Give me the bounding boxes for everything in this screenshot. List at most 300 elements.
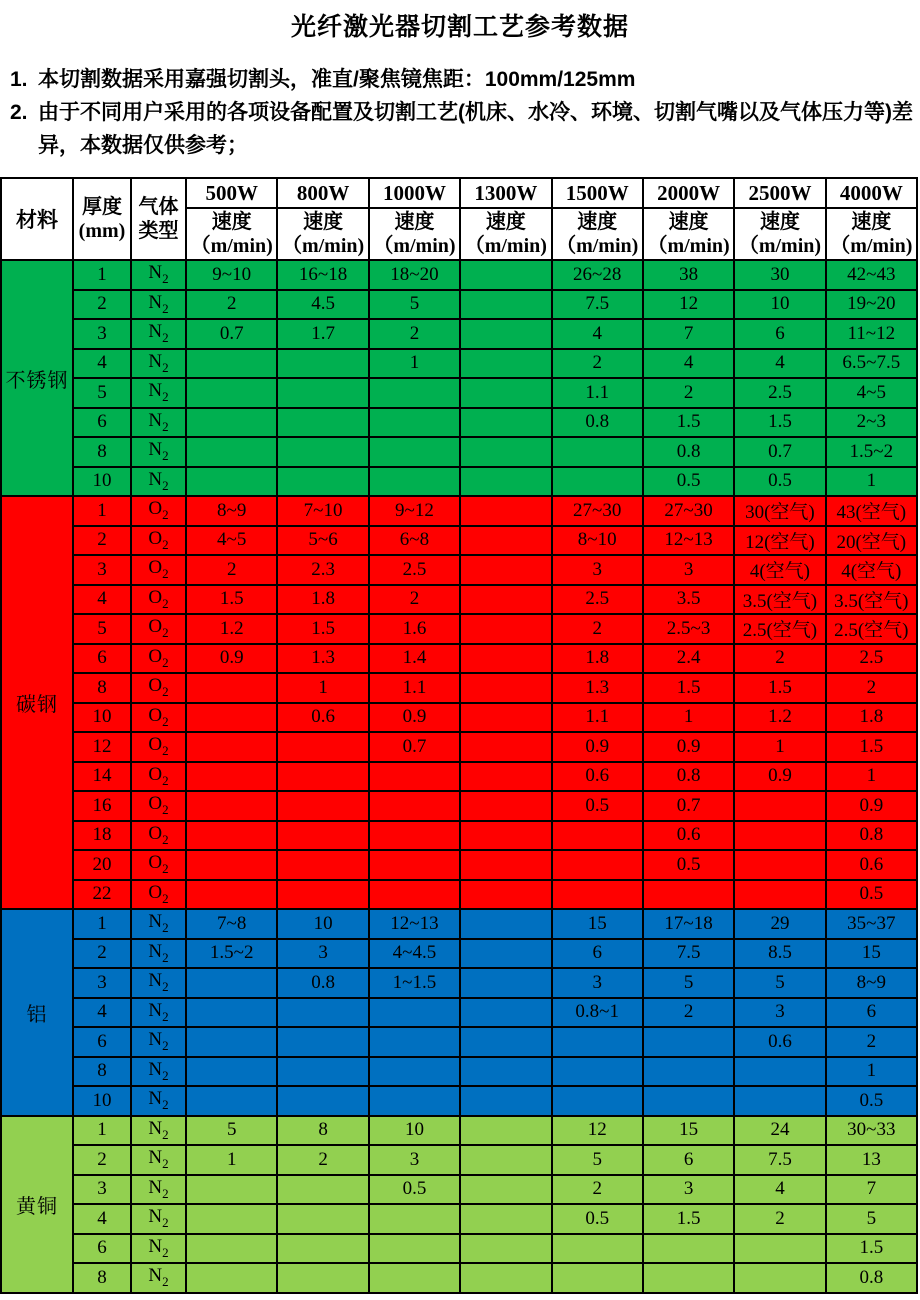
speed-cell	[460, 880, 551, 910]
speed-cell	[369, 437, 460, 467]
speed-cell: 8	[277, 1116, 368, 1146]
speed-cell: 3.5(空气)	[826, 585, 917, 615]
speed-cell	[186, 1204, 277, 1234]
speed-cell: 1.3	[277, 644, 368, 674]
gas-type-cell: $O_2$	[131, 762, 186, 792]
speed-cell: 0.5	[826, 880, 917, 910]
table-row	[1, 349, 917, 379]
material-label: 不锈钢	[1, 260, 73, 496]
speed-label: 速度	[211, 211, 252, 233]
speed-cell: 5~6	[277, 526, 368, 556]
table-row	[1, 1086, 917, 1116]
table-row	[1, 791, 917, 821]
speed-header-1300w	[460, 208, 551, 260]
gas-type-cell: $N_2$	[131, 260, 186, 290]
speed-cell	[277, 437, 368, 467]
gas-type-cell: $N_2$	[131, 1204, 186, 1234]
material-label: 碳钢	[1, 496, 73, 909]
speed-cell: 0.5	[552, 1204, 643, 1234]
speed-cell: 2.5	[734, 378, 825, 408]
table-row	[1, 1234, 917, 1264]
thickness-cell: 2	[73, 526, 131, 556]
speed-cell	[643, 1234, 734, 1264]
speed-cell: 10	[277, 909, 368, 939]
speed-cell	[460, 378, 551, 408]
speed-cell: 3	[734, 998, 825, 1028]
speed-cell: 0.8~1	[552, 998, 643, 1028]
speed-cell: 2.3	[277, 555, 368, 585]
speed-cell: 2	[734, 1204, 825, 1234]
speed-cell: 3.5(空气)	[734, 585, 825, 615]
gas-type-cell: $N_2$	[131, 1263, 186, 1293]
speed-cell	[369, 1057, 460, 1087]
gas-type-cell: $N_2$	[131, 1234, 186, 1264]
speed-cell	[277, 1086, 368, 1116]
speed-cell	[460, 1175, 551, 1205]
speed-cell: 1.5	[643, 1204, 734, 1234]
speed-cell: 0.6	[826, 850, 917, 880]
speed-label: 速度	[851, 211, 892, 233]
gas-type-cell: $N_2$	[131, 1027, 186, 1057]
gas-type-cell: $O_2$	[131, 644, 186, 674]
speed-cell: 38	[643, 260, 734, 290]
power-header-2500w: 2500W	[734, 178, 825, 208]
speed-cell	[186, 1057, 277, 1087]
speed-cell: 1.1	[552, 378, 643, 408]
speed-cell: 12~13	[369, 909, 460, 939]
speed-cell: 1	[277, 673, 368, 703]
speed-cell	[277, 821, 368, 851]
speed-cell: 1.5	[826, 1234, 917, 1264]
gas-type-cell: $O_2$	[131, 585, 186, 615]
speed-cell	[734, 1234, 825, 1264]
speed-cell	[460, 703, 551, 733]
speed-cell: 9~12	[369, 496, 460, 526]
speed-unit: （m/min)	[281, 235, 365, 257]
speed-cell	[460, 1145, 551, 1175]
table-header	[1, 178, 917, 260]
gas-type-cell: $O_2$	[131, 673, 186, 703]
note-2-text: 由于不同用户采用的各项设备配置及切割工艺(机床、水冷、环境、切割气嘴以及气体压力等)差异，本数据仅供参考；	[38, 101, 913, 157]
speed-cell: 1.2	[186, 614, 277, 644]
speed-cell: 0.6	[734, 1027, 825, 1057]
gas-type-cell: $N_2$	[131, 1145, 186, 1175]
table-row	[1, 644, 917, 674]
thickness-cell: 18	[73, 821, 131, 851]
speed-cell: 0.8	[277, 968, 368, 998]
speed-header-500w	[186, 208, 277, 260]
speed-cell: 0.9	[734, 762, 825, 792]
gas-type-cell: $N_2$	[131, 998, 186, 1028]
speed-cell: 9~10	[186, 260, 277, 290]
speed-cell	[277, 1263, 368, 1293]
speed-cell: 19~20	[826, 290, 917, 320]
speed-unit: （m/min)	[373, 235, 456, 257]
speed-cell: 2	[552, 614, 643, 644]
speed-cell: 1.5	[826, 732, 917, 762]
gas-type-cell: $N_2$	[131, 467, 186, 497]
table-row	[1, 408, 917, 438]
speed-cell	[734, 1086, 825, 1116]
speed-cell	[369, 408, 460, 438]
speed-cell	[460, 762, 551, 792]
gas-type-cell: $O_2$	[131, 880, 186, 910]
speed-cell: 1.8	[277, 585, 368, 615]
speed-cell: 2.5(空气)	[826, 614, 917, 644]
speed-cell: 15	[826, 939, 917, 969]
speed-cell: 15	[552, 909, 643, 939]
speed-cell: 4	[552, 319, 643, 349]
speed-cell: 0.7	[369, 732, 460, 762]
thickness-cell: 2	[73, 939, 131, 969]
speed-cell: 4(空气)	[826, 555, 917, 585]
speed-cell: 4(空气)	[734, 555, 825, 585]
gas-type-cell: $N_2$	[131, 1116, 186, 1146]
speed-cell: 11~12	[826, 319, 917, 349]
speed-cell: 5	[826, 1204, 917, 1234]
speed-cell: 3.5	[643, 585, 734, 615]
gas-type-cell: $N_2$	[131, 290, 186, 320]
thickness-cell: 6	[73, 1027, 131, 1057]
speed-header-4000w	[826, 208, 917, 260]
table-row	[1, 290, 917, 320]
speed-cell	[186, 850, 277, 880]
speed-cell: 3	[643, 555, 734, 585]
speed-cell	[552, 1086, 643, 1116]
speed-cell: 2	[643, 378, 734, 408]
thickness-header-line1: 厚度	[82, 196, 122, 218]
speed-cell	[277, 791, 368, 821]
gas-type-cell: $N_2$	[131, 349, 186, 379]
speed-cell	[460, 614, 551, 644]
speed-cell: 1.2	[734, 703, 825, 733]
speed-label: 速度	[394, 211, 435, 233]
speed-cell: 0.5	[643, 467, 734, 497]
table-row	[1, 850, 917, 880]
speed-cell: 5	[734, 968, 825, 998]
speed-cell: 0.5	[826, 1086, 917, 1116]
speed-cell: 4	[734, 1175, 825, 1205]
speed-cell: 8~9	[186, 496, 277, 526]
gas-type-cell: $N_2$	[131, 378, 186, 408]
speed-cell	[369, 378, 460, 408]
speed-cell: 2	[826, 1027, 917, 1057]
speed-cell: 1	[826, 467, 917, 497]
speed-cell: 2	[369, 585, 460, 615]
speed-cell	[552, 880, 643, 910]
speed-cell: 13	[826, 1145, 917, 1175]
gas-type-cell: $O_2$	[131, 732, 186, 762]
speed-cell	[369, 762, 460, 792]
table-row	[1, 1116, 917, 1146]
table-row	[1, 496, 917, 526]
speed-cell: 4~5	[186, 526, 277, 556]
speed-cell: 2.4	[643, 644, 734, 674]
speed-cell: 3	[277, 939, 368, 969]
speed-cell	[460, 1027, 551, 1057]
speed-cell: 7	[826, 1175, 917, 1205]
table-row	[1, 673, 917, 703]
speed-cell	[734, 1263, 825, 1293]
table-row	[1, 703, 917, 733]
speed-cell	[277, 762, 368, 792]
speed-cell: 43(空气)	[826, 496, 917, 526]
thickness-cell: 1	[73, 1116, 131, 1146]
speed-cell	[277, 880, 368, 910]
speed-cell: 1.7	[277, 319, 368, 349]
table-row	[1, 614, 917, 644]
thickness-cell: 6	[73, 1234, 131, 1264]
speed-cell: 7~8	[186, 909, 277, 939]
speed-cell	[369, 1234, 460, 1264]
speed-cell	[186, 791, 277, 821]
speed-cell: 18~20	[369, 260, 460, 290]
speed-cell: 1~1.5	[369, 968, 460, 998]
table-row	[1, 968, 917, 998]
speed-cell: 12	[643, 290, 734, 320]
thickness-cell: 3	[73, 319, 131, 349]
speed-unit: （m/min)	[190, 235, 273, 257]
speed-cell: 1.1	[552, 703, 643, 733]
speed-cell: 8~9	[826, 968, 917, 998]
speed-cell: 5	[552, 1145, 643, 1175]
thickness-cell: 8	[73, 1263, 131, 1293]
thickness-cell: 6	[73, 408, 131, 438]
speed-cell: 27~30	[552, 496, 643, 526]
speed-cell	[460, 791, 551, 821]
speed-cell	[643, 1086, 734, 1116]
speed-cell: 0.7	[734, 437, 825, 467]
speed-cell: 0.5	[552, 791, 643, 821]
speed-cell: 0.8	[826, 821, 917, 851]
speed-cell	[186, 880, 277, 910]
speed-cell	[460, 1263, 551, 1293]
speed-cell	[369, 850, 460, 880]
speed-cell: 3	[552, 555, 643, 585]
power-header-500w: 500W	[186, 178, 277, 208]
speed-cell: 1	[826, 762, 917, 792]
speed-cell: 3	[369, 1145, 460, 1175]
gas-type-cell: $O_2$	[131, 614, 186, 644]
speed-cell: 0.9	[643, 732, 734, 762]
speed-cell: 4	[734, 349, 825, 379]
table-row	[1, 732, 917, 762]
speed-cell	[460, 1234, 551, 1264]
speed-cell: 0.9	[186, 644, 277, 674]
speed-cell	[369, 467, 460, 497]
speed-cell	[460, 467, 551, 497]
speed-cell: 0.7	[643, 791, 734, 821]
speed-cell: 5	[186, 1116, 277, 1146]
gas-type-cell: $N_2$	[131, 909, 186, 939]
thickness-cell: 6	[73, 644, 131, 674]
speed-cell: 12(空气)	[734, 526, 825, 556]
speed-cell	[277, 1204, 368, 1234]
gas-header-line2: 类型	[138, 220, 179, 242]
table-row	[1, 1145, 917, 1175]
speed-cell	[186, 821, 277, 851]
thickness-cell: 10	[73, 467, 131, 497]
power-header-1300w: 1300W	[460, 178, 551, 208]
speed-cell	[277, 1057, 368, 1087]
speed-cell	[277, 408, 368, 438]
speed-cell	[460, 526, 551, 556]
note-1-number: 1.	[10, 68, 28, 91]
thickness-cell: 20	[73, 850, 131, 880]
speed-cell	[734, 821, 825, 851]
thickness-header-line2: (mm)	[78, 220, 126, 242]
gas-type-cell: $N_2$	[131, 1175, 186, 1205]
speed-unit: （m/min)	[556, 235, 639, 257]
speed-cell: 0.8	[643, 762, 734, 792]
speed-cell: 0.5	[369, 1175, 460, 1205]
speed-cell: 0.5	[734, 467, 825, 497]
speed-cell: 6~8	[369, 526, 460, 556]
speed-cell	[734, 880, 825, 910]
speed-cell	[552, 437, 643, 467]
speed-cell: 2.5~3	[643, 614, 734, 644]
speed-cell: 1.5	[734, 408, 825, 438]
gas-type-cell: $N_2$	[131, 408, 186, 438]
thickness-cell: 4	[73, 349, 131, 379]
speed-cell	[277, 349, 368, 379]
speed-cell	[186, 968, 277, 998]
gas-type-cell: $N_2$	[131, 1057, 186, 1087]
speed-header-2500w	[734, 208, 825, 260]
speed-cell: 15	[643, 1116, 734, 1146]
gas-type-cell: $O_2$	[131, 703, 186, 733]
thickness-cell: 3	[73, 555, 131, 585]
speed-cell	[186, 1175, 277, 1205]
speed-cell: 1.5~2	[826, 437, 917, 467]
thickness-cell: 8	[73, 1057, 131, 1087]
thickness-cell: 10	[73, 703, 131, 733]
speed-header-2000w	[643, 208, 734, 260]
speed-unit: （m/min)	[830, 235, 913, 257]
speed-cell: 12~13	[643, 526, 734, 556]
speed-header-1500w	[552, 208, 643, 260]
speed-cell	[369, 821, 460, 851]
speed-cell: 4	[643, 349, 734, 379]
thickness-cell: 5	[73, 378, 131, 408]
thickness-cell: 1	[73, 260, 131, 290]
thickness-cell: 8	[73, 673, 131, 703]
speed-cell	[186, 437, 277, 467]
speed-cell	[186, 1027, 277, 1057]
speed-cell	[734, 850, 825, 880]
speed-cell: 26~28	[552, 260, 643, 290]
table-row	[1, 526, 917, 556]
thickness-cell: 4	[73, 998, 131, 1028]
material-label: 铝	[1, 909, 73, 1116]
speed-cell: 1	[826, 1057, 917, 1087]
speed-cell: 4~5	[826, 378, 917, 408]
speed-cell	[186, 1263, 277, 1293]
speed-cell: 0.8	[552, 408, 643, 438]
table-row	[1, 1204, 917, 1234]
speed-cell: 1.5	[734, 673, 825, 703]
thickness-cell: 10	[73, 1086, 131, 1116]
speed-cell	[552, 1057, 643, 1087]
speed-cell: 8~10	[552, 526, 643, 556]
speed-cell: 2~3	[826, 408, 917, 438]
speed-cell: 7.5	[734, 1145, 825, 1175]
speed-cell: 5	[369, 290, 460, 320]
speed-cell: 1.1	[369, 673, 460, 703]
table-row	[1, 998, 917, 1028]
speed-cell	[460, 408, 551, 438]
gas-type-cell: $O_2$	[131, 496, 186, 526]
speed-cell: 2	[277, 1145, 368, 1175]
material-column-header: 材料	[1, 178, 73, 260]
gas-type-cell: $O_2$	[131, 526, 186, 556]
cutting-data-table	[0, 177, 918, 1294]
speed-cell	[460, 349, 551, 379]
speed-cell: 1	[734, 732, 825, 762]
speed-cell	[460, 909, 551, 939]
speed-cell: 20(空气)	[826, 526, 917, 556]
note-2-number: 2.	[10, 101, 28, 124]
table-row	[1, 1263, 917, 1293]
speed-cell	[186, 998, 277, 1028]
speed-cell	[186, 1234, 277, 1264]
speed-cell	[552, 1263, 643, 1293]
speed-cell	[186, 408, 277, 438]
speed-cell	[186, 703, 277, 733]
power-header-2000w: 2000W	[643, 178, 734, 208]
speed-cell: 30~33	[826, 1116, 917, 1146]
speed-label: 速度	[759, 211, 800, 233]
gas-header-line1: 气体	[138, 196, 179, 218]
table-row	[1, 1057, 917, 1087]
speed-cell	[369, 1263, 460, 1293]
speed-unit: （m/min)	[464, 235, 547, 257]
speed-cell	[460, 821, 551, 851]
speed-cell: 10	[734, 290, 825, 320]
thickness-cell: 12	[73, 732, 131, 762]
speed-cell: 7	[643, 319, 734, 349]
speed-cell	[552, 467, 643, 497]
thickness-column-header	[73, 178, 131, 260]
speed-cell: 1	[369, 349, 460, 379]
notes-block	[10, 63, 914, 162]
speed-cell: 27~30	[643, 496, 734, 526]
speed-cell	[460, 998, 551, 1028]
speed-cell: 24	[734, 1116, 825, 1146]
speed-cell: 2	[734, 644, 825, 674]
speed-cell: 6	[643, 1145, 734, 1175]
speed-cell: 1.8	[552, 644, 643, 674]
speed-cell	[460, 1204, 551, 1234]
speed-cell: 0.6	[552, 762, 643, 792]
speed-cell	[277, 732, 368, 762]
table-row	[1, 437, 917, 467]
gas-type-cell: $N_2$	[131, 437, 186, 467]
speed-cell	[186, 732, 277, 762]
speed-cell: 1.5~2	[186, 939, 277, 969]
speed-cell	[552, 1027, 643, 1057]
speed-cell	[369, 1086, 460, 1116]
speed-cell: 8.5	[734, 939, 825, 969]
speed-cell	[277, 850, 368, 880]
note-1	[10, 63, 914, 96]
speed-cell: 16~18	[277, 260, 368, 290]
speed-cell: 6.5~7.5	[826, 349, 917, 379]
speed-cell	[552, 821, 643, 851]
table-row	[1, 821, 917, 851]
speed-cell: 0.9	[552, 732, 643, 762]
speed-cell	[460, 732, 551, 762]
